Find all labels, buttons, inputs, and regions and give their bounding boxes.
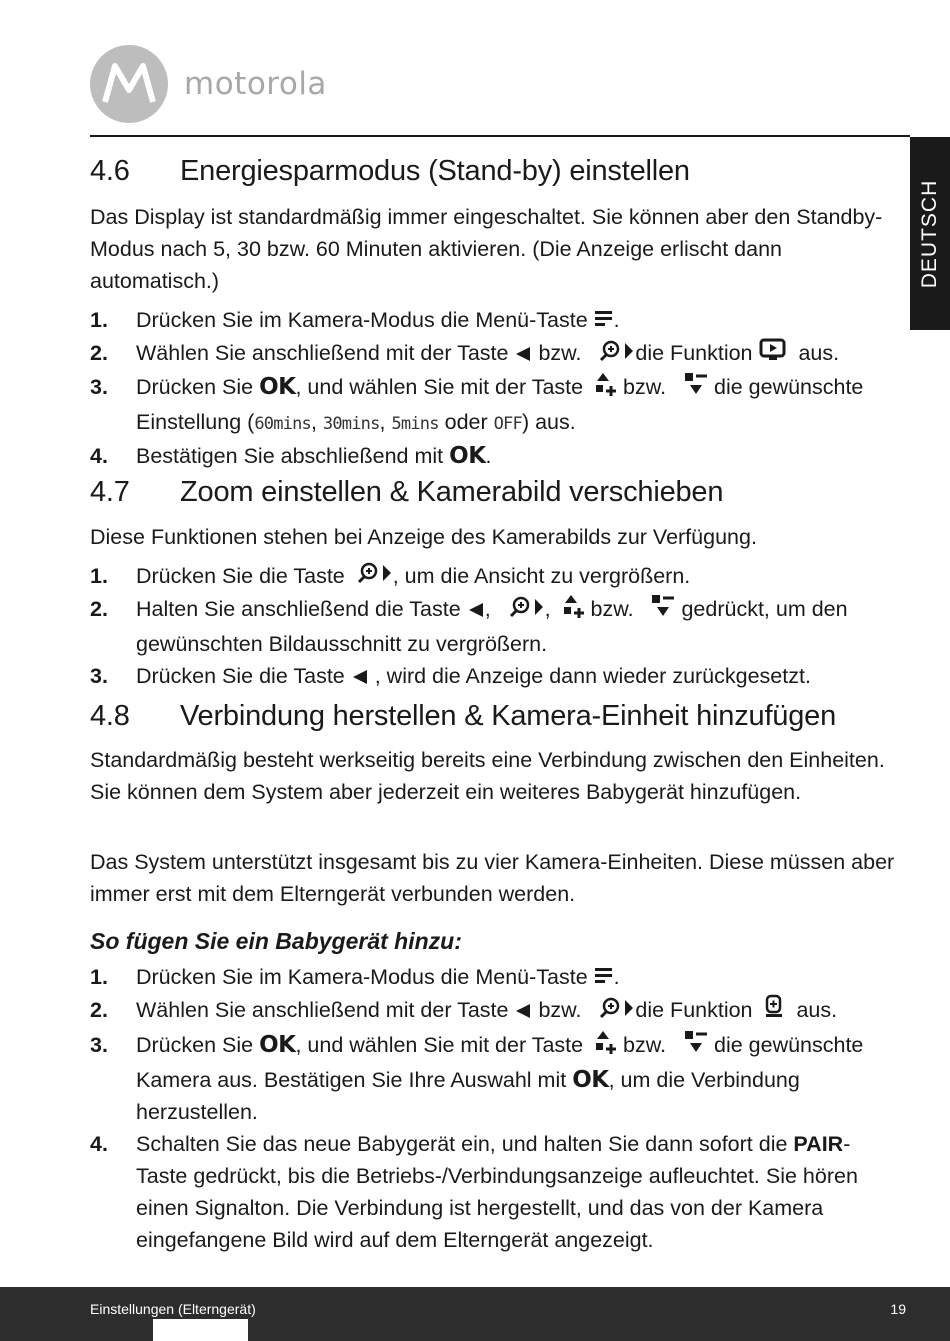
steps-4-6: [90, 304, 895, 472]
left-arrow-icon: [514, 996, 532, 1028]
punct: ,: [484, 597, 491, 622]
step-text: bzw.: [590, 597, 634, 622]
step-text: aus.: [796, 998, 838, 1023]
menu-key-icon: [594, 305, 614, 337]
section-title: Energiesparmodus (Stand-by) einstellen: [180, 155, 690, 187]
motorola-logo: [90, 44, 327, 124]
list-item: [90, 371, 895, 440]
step-text: bzw.: [623, 375, 667, 400]
option-30mins: 30mins: [322, 414, 380, 435]
list-item: [90, 961, 895, 994]
ok-key-icon: OK: [259, 1032, 296, 1059]
section-number: 4.8: [90, 700, 130, 732]
step-text: die Funktion: [635, 341, 753, 366]
step-number: 1.: [90, 564, 108, 588]
left-arrow-icon: [467, 595, 485, 627]
step-text: ) aus.: [521, 410, 576, 435]
ok-key-icon: OK: [259, 374, 296, 401]
step-text: Bestätigen Sie abschließend mit: [136, 444, 444, 469]
punct: ,: [310, 410, 323, 435]
section-heading-4-6: [90, 155, 690, 188]
step-text: bzw.: [538, 341, 582, 366]
page-number: 19: [890, 1301, 906, 1317]
step-number: 1.: [90, 965, 108, 989]
step-number: 3.: [90, 375, 108, 400]
add-camera-icon: [764, 994, 784, 1029]
step-text: die gewünschte Einstellung (: [136, 375, 864, 435]
step-text: , und wählen Sie mit der Taste: [295, 1033, 584, 1058]
brand-wordmark: motorola: [184, 66, 327, 102]
step-number: 3.: [90, 1033, 108, 1058]
up-plus-icon: [595, 371, 617, 406]
section-intro: Diese Funktionen stehen bei Anzeige des Kamerabilds zur Verfügung.: [90, 525, 757, 549]
punct: ,: [544, 597, 551, 622]
display-standby-icon: [759, 338, 787, 371]
list-item: [90, 440, 895, 472]
ok-key-icon: OK: [572, 1067, 609, 1094]
step-text: -Taste gedrückt, bis die Betriebs-/Verbindungsanzeige aufleuchtet. Sie hören einen Signalton. Die Verbindung ist hergestellt, und das von der Kamera eingefangene Bild wird auf dem Elterngerät angezeigt.: [136, 1132, 858, 1253]
section-number: 4.7: [90, 476, 130, 508]
steps-4-7: [90, 560, 895, 694]
page-footer: [0, 1287, 950, 1341]
step-text: , um die Ansicht zu vergrößern.: [392, 564, 691, 588]
language-label: DEUTSCH: [918, 179, 941, 288]
section-paragraph: Das System unterstützt insgesamt bis zu vier Kamera-Einheiten. Diese müssen aber immer erst mit dem Elterngerät verbunden werden.: [90, 850, 895, 906]
step-text: Drücken Sie: [136, 375, 254, 400]
step-text: Drücken Sie im Kamera-Modus die Menü-Taste: [136, 308, 588, 332]
up-plus-icon: [563, 593, 585, 628]
option-5mins: 5mins: [391, 414, 439, 435]
zoom-right-icon: [509, 595, 545, 627]
header-rule: [90, 135, 910, 137]
subheading: So fügen Sie ein Babygerät hinzu:: [90, 928, 462, 954]
footer-tab-marker: [153, 1319, 248, 1341]
punct: ,: [379, 410, 392, 435]
section-intro: Das Display ist standardmäßig immer eingeschaltet. Sie können aber den Standby-Modus nach 5, 30 bzw. 60 Minuten aktivieren. (Die Anzeige erlischt dann automatisch.): [90, 205, 883, 293]
step-text: oder: [438, 410, 494, 435]
section-number: 4.6: [90, 155, 130, 187]
up-plus-icon: [595, 1029, 617, 1064]
down-minus-icon: [684, 1029, 708, 1064]
motorola-batwing-icon: [90, 45, 168, 123]
steps-4-8: [90, 961, 895, 1256]
down-minus-icon: [651, 593, 675, 628]
list-item: [90, 304, 895, 337]
step-text: , um die Verbindung herzustellen.: [136, 1068, 800, 1125]
step-number: 3.: [90, 664, 108, 689]
step-number: 4.: [90, 444, 108, 469]
section-heading-4-8: [90, 700, 836, 733]
step-text: Wählen Sie anschließend mit der Taste: [136, 341, 509, 366]
pair-key-label: PAIR: [793, 1132, 844, 1157]
language-tab: [910, 137, 950, 330]
step-text: die gewünschte Kamera aus. Bestätigen Sie Ihre Auswahl mit: [136, 1033, 864, 1093]
punct: .: [613, 965, 620, 989]
step-text: bzw.: [623, 1033, 667, 1058]
step-text: die Funktion: [635, 998, 753, 1023]
option-60mins: 60mins: [254, 414, 311, 435]
step-text: Drücken Sie im Kamera-Modus die Menü-Taste: [136, 965, 588, 989]
zoom-right-icon: [599, 339, 635, 371]
section-title: Zoom einstellen & Kamerabild verschieben: [180, 476, 724, 508]
list-item: [90, 1128, 895, 1256]
section-title: Verbindung herstellen & Kamera-Einheit hinzufügen: [180, 700, 837, 732]
left-arrow-icon: [514, 339, 532, 371]
option-off: OFF: [493, 414, 522, 435]
step-text: bzw.: [538, 998, 582, 1023]
step-text: Drücken Sie: [136, 1033, 254, 1058]
list-item: [90, 337, 895, 371]
punct: .: [613, 308, 620, 332]
section-paragraph: Standardmäßig besteht werkseitig bereits eine Verbindung zwischen den Einheiten. Sie können dem System aber jederzeit ein weiteres Babygerät hinzufügen.: [90, 748, 885, 804]
list-item: [90, 1029, 895, 1128]
step-text: , wird die Anzeige dann wieder zurückgesetzt.: [374, 664, 811, 689]
list-item: [90, 560, 895, 593]
step-number: 2.: [90, 597, 108, 622]
step-text: aus.: [798, 341, 840, 366]
step-number: 2.: [90, 998, 108, 1023]
list-item: [90, 593, 895, 660]
section-heading-4-7: [90, 476, 723, 509]
down-minus-icon: [684, 371, 708, 406]
step-text: Halten Sie anschließend die Taste: [136, 597, 461, 622]
step-text: Drücken Sie die Taste: [136, 564, 345, 588]
step-text: , und wählen Sie mit der Taste: [295, 375, 584, 400]
list-item: [90, 660, 895, 693]
step-text: Drücken Sie die Taste: [136, 664, 345, 689]
punct: .: [485, 444, 492, 469]
list-item: [90, 994, 895, 1029]
zoom-right-icon: [599, 996, 635, 1028]
step-number: 2.: [90, 341, 108, 366]
step-text: Schalten Sie das neue Babygerät ein, und halten Sie dann sofort die: [136, 1132, 794, 1157]
left-arrow-icon: [351, 662, 369, 694]
step-number: 1.: [90, 308, 108, 332]
footer-section: Einstellungen (Elterngerät): [90, 1301, 256, 1317]
step-text: gedrückt, um den gewünschten Bildausschnitt zu vergrößern.: [136, 597, 848, 657]
step-text: Wählen Sie anschließend mit der Taste: [136, 998, 509, 1023]
zoom-right-icon: [357, 561, 393, 593]
step-number: 4.: [90, 1132, 108, 1157]
ok-key-icon: OK: [449, 443, 486, 470]
menu-key-icon: [594, 962, 614, 994]
